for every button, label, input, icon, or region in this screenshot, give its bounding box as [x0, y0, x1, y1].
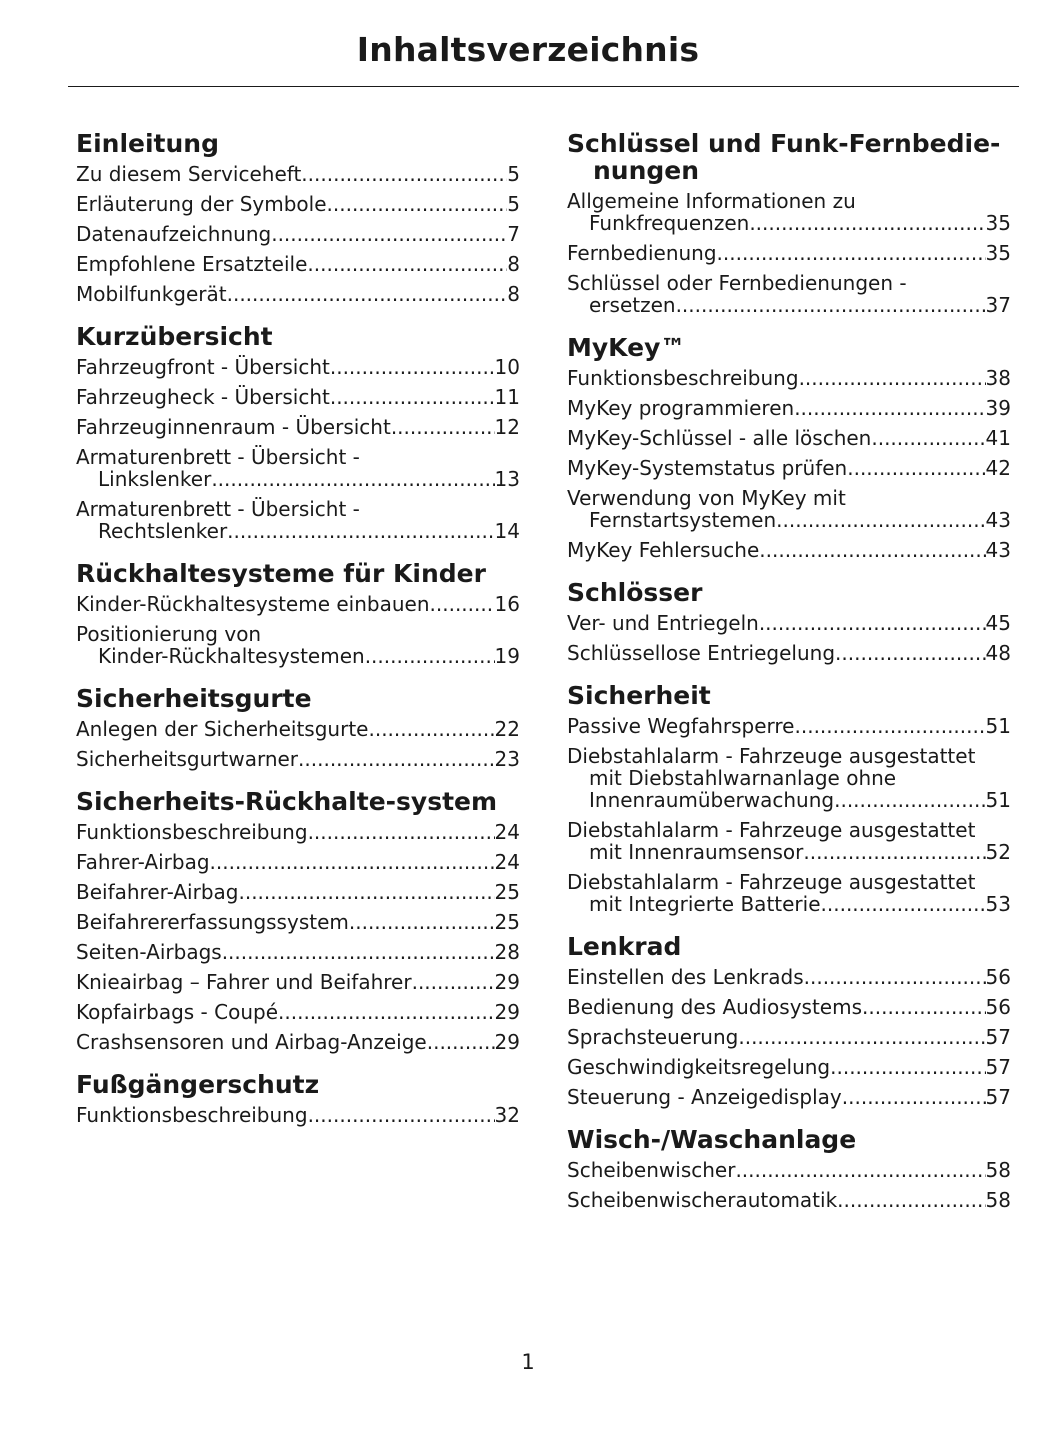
dot-leader	[301, 163, 507, 185]
dot-leader	[427, 1031, 495, 1053]
toc-entry[interactable]	[76, 971, 520, 993]
dot-leader	[795, 715, 986, 737]
toc-section	[76, 323, 520, 542]
entry-title: Bedienung des Audiosystems	[567, 995, 863, 1019]
toc-entry-row	[567, 841, 1011, 863]
entry-title: Fahrzeugheck - Übersicht	[76, 385, 330, 409]
entry-title: Steuerung - Anzeigedisplay	[567, 1085, 842, 1109]
toc-entry-row	[76, 1001, 520, 1023]
toc-entry-row	[567, 539, 1011, 561]
toc-entry[interactable]	[567, 871, 1011, 915]
toc-entry-row	[76, 253, 520, 275]
entry-page-number: 12	[494, 415, 520, 439]
dot-leader	[271, 223, 507, 245]
toc-left-column	[76, 130, 520, 1144]
toc-entry[interactable]	[567, 190, 1011, 234]
section-title[interactable]: Lenkrad	[567, 932, 682, 961]
entry-title: Beifahrer-Airbag	[76, 880, 239, 904]
toc-entry-row	[76, 593, 520, 615]
entry-title: Sicherheitsgurtwarner	[76, 747, 299, 771]
dot-leader	[278, 1001, 495, 1023]
entry-title: Scheibenwischer	[567, 1158, 736, 1182]
dot-leader	[430, 593, 495, 615]
toc-entry[interactable]	[567, 367, 1011, 389]
entry-title: Armaturenbrett - Übersicht -	[76, 445, 360, 469]
entry-page-number: 11	[494, 385, 520, 409]
entry-title-line: Kinder-Rückhaltesystemen	[98, 644, 365, 668]
entry-page-number: 25	[494, 910, 520, 934]
dot-leader	[676, 294, 986, 316]
entry-title: Knieairbag – Fahrer und Beifahrer	[76, 970, 412, 994]
toc-entry-row	[567, 893, 1011, 915]
toc-entry[interactable]	[76, 283, 520, 305]
toc-entry-list	[567, 966, 1011, 1108]
entry-title: Fahrzeuginnenraum - Übersicht	[76, 415, 391, 439]
entry-title: Passive Wegfahrsperre	[567, 714, 795, 738]
page-title: Inhaltsverzeichnis	[356, 30, 700, 69]
toc-entry-row	[76, 468, 520, 490]
dot-leader	[776, 509, 985, 531]
toc-entry-row	[567, 966, 1011, 988]
toc-entry-row	[76, 520, 520, 542]
entry-page-number: 25	[494, 880, 520, 904]
toc-entry[interactable]	[567, 1159, 1011, 1181]
toc-entry-row	[76, 193, 520, 215]
toc-entry-row	[76, 821, 520, 843]
entry-title-line: mit Diebstahlwarnanlage ohne	[589, 766, 897, 790]
entry-title: Scheibenwischerautomatik	[567, 1188, 838, 1212]
toc-entry[interactable]	[76, 881, 520, 903]
dot-leader	[749, 212, 985, 234]
entry-title: Schlüssel oder Fernbedienungen -	[567, 271, 907, 295]
toc-entry[interactable]	[76, 1001, 520, 1023]
toc-section	[567, 1126, 1011, 1211]
entry-title-line: Funkfrequenzen	[589, 211, 750, 235]
toc-entry-list	[567, 715, 1011, 915]
dot-leader	[794, 397, 985, 419]
toc-entry-row	[76, 941, 520, 963]
entry-page-number: 52	[985, 840, 1011, 864]
entry-title: Armaturenbrett - Übersicht -	[76, 497, 360, 521]
dot-leader	[804, 966, 986, 988]
toc-entry[interactable]	[567, 966, 1011, 988]
section-title[interactable]: Kurzübersicht	[76, 322, 273, 351]
entry-title-line: Innenraumüberwachung	[589, 788, 835, 812]
toc-entry[interactable]	[76, 386, 520, 408]
toc-entry[interactable]	[567, 642, 1011, 664]
toc-entry-row	[567, 242, 1011, 264]
toc-entry-row	[567, 509, 1011, 531]
entry-page-number: 37	[985, 293, 1011, 317]
toc-entry-row	[76, 645, 520, 667]
toc-entry-row	[567, 1056, 1011, 1078]
entry-title: Funktionsbeschreibung	[567, 366, 799, 390]
toc-entry-row	[567, 715, 1011, 737]
toc-entry[interactable]	[567, 745, 1011, 811]
entry-title: Diebstahlalarm - Fahrzeuge ausgestattet	[567, 744, 976, 768]
entry-title: MyKey-Schlüssel - alle löschen	[567, 426, 872, 450]
toc-section	[76, 788, 520, 1053]
toc-entry[interactable]	[567, 715, 1011, 737]
toc-entry[interactable]	[76, 1031, 520, 1053]
toc-entry-row	[76, 283, 520, 305]
dot-leader	[391, 416, 495, 438]
dot-leader	[799, 367, 986, 389]
toc-entry-row	[76, 223, 520, 245]
toc-entry-list	[76, 821, 520, 1053]
section-title[interactable]: Schlüssel und Funk-Fernbedie-nungen	[567, 129, 1001, 185]
toc-entry[interactable]	[76, 941, 520, 963]
dot-leader	[308, 1104, 495, 1126]
dot-leader	[308, 821, 495, 843]
dot-leader	[759, 539, 985, 561]
entry-page-number: 10	[494, 355, 520, 379]
entry-title: Fahrzeugfront - Übersicht	[76, 355, 330, 379]
toc-entry[interactable]	[567, 612, 1011, 634]
section-title[interactable]: Fußgängerschutz	[76, 1070, 320, 1099]
section-title[interactable]: MyKey™	[567, 333, 686, 362]
entry-page-number: 56	[985, 965, 1011, 989]
entry-page-number: 29	[494, 970, 520, 994]
dot-leader	[211, 468, 494, 490]
entry-title: Kinder-Rückhaltesysteme einbauen	[76, 592, 430, 616]
entry-page-number: 23	[494, 747, 520, 771]
entry-title: Kopfairbags - Coupé	[76, 1000, 279, 1024]
entry-title: Einstellen des Lenkrads	[567, 965, 804, 989]
toc-section	[567, 682, 1011, 915]
entry-page-number: 32	[494, 1103, 520, 1127]
entry-page-number: 58	[985, 1158, 1011, 1182]
toc-entry[interactable]	[76, 416, 520, 438]
toc-entry[interactable]	[567, 242, 1011, 264]
entry-title: Diebstahlalarm - Fahrzeuge ausgestattet	[567, 818, 976, 842]
entry-page-number: 5	[507, 192, 520, 216]
entry-title-line: mit Integrierte Batterie	[589, 892, 821, 916]
entry-page-number: 38	[985, 366, 1011, 390]
entry-page-number: 7	[507, 222, 520, 246]
toc-entry[interactable]	[76, 623, 520, 667]
section-title[interactable]: Schlösser	[567, 578, 703, 607]
toc-section	[567, 334, 1011, 561]
entry-title: Crashsensoren und Airbag-Anzeige	[76, 1030, 427, 1054]
dot-leader	[834, 789, 985, 811]
toc-entry[interactable]	[567, 1026, 1011, 1048]
entry-title-line: mit Innenraumsensor	[589, 840, 804, 864]
toc-section	[76, 1071, 520, 1126]
toc-section	[76, 130, 520, 305]
entry-page-number: 35	[985, 241, 1011, 265]
toc-entry-row	[567, 642, 1011, 664]
dot-leader	[298, 748, 495, 770]
section-title[interactable]: Wisch-/Waschanlage	[567, 1125, 857, 1154]
toc-entry[interactable]	[567, 1056, 1011, 1078]
toc-entry-row	[567, 1189, 1011, 1211]
page-number: 1	[521, 1350, 535, 1374]
toc-entry[interactable]	[76, 718, 520, 740]
toc-entry-row	[567, 294, 1011, 316]
toc-entry-list	[76, 1104, 520, 1126]
entry-title: Allgemeine Informationen zu	[567, 189, 856, 213]
entry-page-number: 41	[985, 426, 1011, 450]
dot-leader	[330, 356, 495, 378]
entry-title: Seiten-Airbags	[76, 940, 222, 964]
toc-entry[interactable]	[76, 446, 520, 490]
toc-entry-row	[567, 1159, 1011, 1181]
entry-page-number: 57	[985, 1055, 1011, 1079]
entry-page-number: 43	[985, 538, 1011, 562]
toc-entry[interactable]	[567, 1086, 1011, 1108]
toc-entry-list	[76, 356, 520, 542]
toc-entry-row	[76, 1104, 520, 1126]
entry-page-number: 13	[494, 467, 520, 491]
dot-leader	[222, 941, 495, 963]
entry-title-line: Fernstartsystemen	[589, 508, 777, 532]
toc-entry-row	[76, 718, 520, 740]
toc-entry[interactable]	[76, 193, 520, 215]
dot-leader	[227, 283, 508, 305]
entry-title: Empfohlene Ersatzteile	[76, 252, 308, 276]
toc-entry-row	[76, 416, 520, 438]
toc-entry[interactable]	[567, 427, 1011, 449]
dot-leader	[735, 1159, 985, 1181]
toc-entry-row	[76, 971, 520, 993]
toc-entry[interactable]	[567, 457, 1011, 479]
toc-entry-row	[567, 996, 1011, 1018]
entry-page-number: 29	[494, 1030, 520, 1054]
toc-entry-row	[567, 457, 1011, 479]
toc-entry[interactable]	[76, 163, 520, 185]
entry-title: Diebstahlalarm - Fahrzeuge ausgestattet	[567, 870, 976, 894]
toc-entry-list	[567, 367, 1011, 561]
entry-title: MyKey Fehlersuche	[567, 538, 760, 562]
entry-title: Funktionsbeschreibung	[76, 820, 308, 844]
entry-page-number: 56	[985, 995, 1011, 1019]
section-title[interactable]: Sicherheit	[567, 681, 711, 710]
entry-page-number: 24	[494, 820, 520, 844]
toc-entry-row	[76, 386, 520, 408]
dot-leader	[717, 242, 986, 264]
entry-title: Mobilfunkgerät	[76, 282, 227, 306]
section-title[interactable]: Rückhaltesysteme für Kinder	[76, 559, 486, 588]
dot-leader	[365, 645, 495, 667]
dot-leader	[327, 193, 508, 215]
toc-entry-row	[76, 1031, 520, 1053]
dot-leader	[847, 457, 985, 479]
toc-entry-list	[567, 190, 1011, 316]
entry-title: Geschwindigkeitsregelung	[567, 1055, 831, 1079]
toc-entry-list	[567, 1159, 1011, 1211]
dot-leader	[227, 520, 494, 542]
entry-title-continued	[567, 767, 1011, 789]
toc-entry-list	[76, 163, 520, 305]
entry-title: Positionierung von	[76, 622, 262, 646]
toc-entry-row	[567, 427, 1011, 449]
dot-leader	[349, 911, 495, 933]
dot-leader	[759, 612, 986, 634]
toc-entry[interactable]	[76, 911, 520, 933]
entry-title: Erläuterung der Symbole	[76, 192, 327, 216]
entry-page-number: 45	[985, 611, 1011, 635]
entry-page-number: 51	[985, 714, 1011, 738]
toc-entry-row	[76, 911, 520, 933]
entry-page-number: 51	[985, 788, 1011, 812]
toc-entry[interactable]	[567, 487, 1011, 531]
entry-title: Schlüssellose Entriegelung	[567, 641, 836, 665]
entry-title-line: Linkslenker	[98, 467, 212, 491]
entry-title: Funktionsbeschreibung	[76, 1103, 308, 1127]
toc-entry[interactable]	[567, 996, 1011, 1018]
entry-page-number: 42	[985, 456, 1011, 480]
toc-entry-row	[567, 1086, 1011, 1108]
toc-entry[interactable]	[567, 397, 1011, 419]
toc-entry-row	[567, 1026, 1011, 1048]
toc-entry-list	[567, 612, 1011, 664]
entry-page-number: 57	[985, 1025, 1011, 1049]
dot-leader	[368, 718, 494, 740]
toc-entry[interactable]	[567, 272, 1011, 316]
entry-title: Anlegen der Sicherheitsgurte	[76, 717, 369, 741]
entry-title: Datenaufzeichnung	[76, 222, 272, 246]
dot-leader	[837, 1189, 985, 1211]
dot-leader	[862, 996, 986, 1018]
dot-leader	[210, 851, 495, 873]
dot-leader	[412, 971, 495, 993]
entry-title-line: Rechtslenker	[98, 519, 228, 543]
toc-entry-list	[76, 593, 520, 667]
toc-section	[76, 560, 520, 667]
entry-page-number: 8	[507, 282, 520, 306]
entry-page-number: 5	[507, 162, 520, 186]
dot-leader	[821, 893, 986, 915]
section-title[interactable]: Sicherheitsgurte	[76, 684, 312, 713]
entry-page-number: 24	[494, 850, 520, 874]
entry-page-number: 29	[494, 1000, 520, 1024]
dot-leader	[842, 1086, 986, 1108]
toc-entry[interactable]	[76, 253, 520, 275]
entry-page-number: 35	[985, 211, 1011, 235]
toc-entry-row	[567, 789, 1011, 811]
title-divider	[68, 86, 1019, 87]
toc-section	[567, 130, 1011, 316]
entry-title: MyKey-Systemstatus prüfen	[567, 456, 848, 480]
toc-right-column	[567, 130, 1011, 1229]
entry-page-number: 16	[494, 592, 520, 616]
toc-entry[interactable]	[76, 851, 520, 873]
section-title[interactable]: Einleitung	[76, 129, 219, 158]
toc-section	[567, 579, 1011, 664]
dot-leader	[330, 386, 495, 408]
toc-entry-row	[567, 612, 1011, 634]
toc-entry-row	[567, 212, 1011, 234]
entry-title: Zu diesem Serviceheft	[76, 162, 302, 186]
dot-leader	[238, 881, 494, 903]
section-title[interactable]: Sicherheits-Rückhalte-system	[76, 787, 498, 816]
entry-page-number: 48	[985, 641, 1011, 665]
entry-page-number: 39	[985, 396, 1011, 420]
toc-entry[interactable]	[567, 539, 1011, 561]
entry-title: Verwendung von MyKey mit	[567, 486, 846, 510]
toc-entry-list	[76, 718, 520, 770]
toc-entry-row	[76, 748, 520, 770]
toc-entry[interactable]	[76, 356, 520, 378]
toc-section	[567, 933, 1011, 1108]
toc-entry-row	[76, 356, 520, 378]
toc-entry-row	[76, 881, 520, 903]
entry-page-number: 22	[494, 717, 520, 741]
entry-title: Sprachsteuerung	[567, 1025, 739, 1049]
dot-leader	[738, 1026, 985, 1048]
entry-title: Fernbedienung	[567, 241, 717, 265]
entry-page-number: 8	[507, 252, 520, 276]
dot-leader	[871, 427, 985, 449]
entry-page-number: 53	[985, 892, 1011, 916]
entry-page-number: 14	[494, 519, 520, 543]
toc-entry[interactable]	[76, 821, 520, 843]
dot-leader	[803, 841, 985, 863]
toc-section	[76, 685, 520, 770]
toc-entry[interactable]	[76, 593, 520, 615]
entry-title: Ver- und Entriegeln	[567, 611, 759, 635]
entry-page-number: 19	[494, 644, 520, 668]
entry-title: Beifahrererfassungssystem	[76, 910, 349, 934]
dot-leader	[830, 1056, 985, 1078]
entry-page-number: 28	[494, 940, 520, 964]
entry-title: MyKey programmieren	[567, 396, 795, 420]
entry-title-line: ersetzen	[589, 293, 676, 317]
entry-page-number: 57	[985, 1085, 1011, 1109]
toc-entry[interactable]	[76, 1104, 520, 1126]
entry-page-number: 43	[985, 508, 1011, 532]
toc-entry[interactable]	[76, 748, 520, 770]
dot-leader	[307, 253, 507, 275]
toc-entry-row	[567, 397, 1011, 419]
toc-entry-row	[567, 367, 1011, 389]
toc-entry-row	[76, 851, 520, 873]
dot-leader	[835, 642, 986, 664]
toc-entry[interactable]	[567, 1189, 1011, 1211]
entry-page-number: 58	[985, 1188, 1011, 1212]
entry-title: Fahrer-Airbag	[76, 850, 210, 874]
toc-entry[interactable]	[76, 498, 520, 542]
toc-entry[interactable]	[567, 819, 1011, 863]
toc-entry-row	[76, 163, 520, 185]
toc-entry[interactable]	[76, 223, 520, 245]
